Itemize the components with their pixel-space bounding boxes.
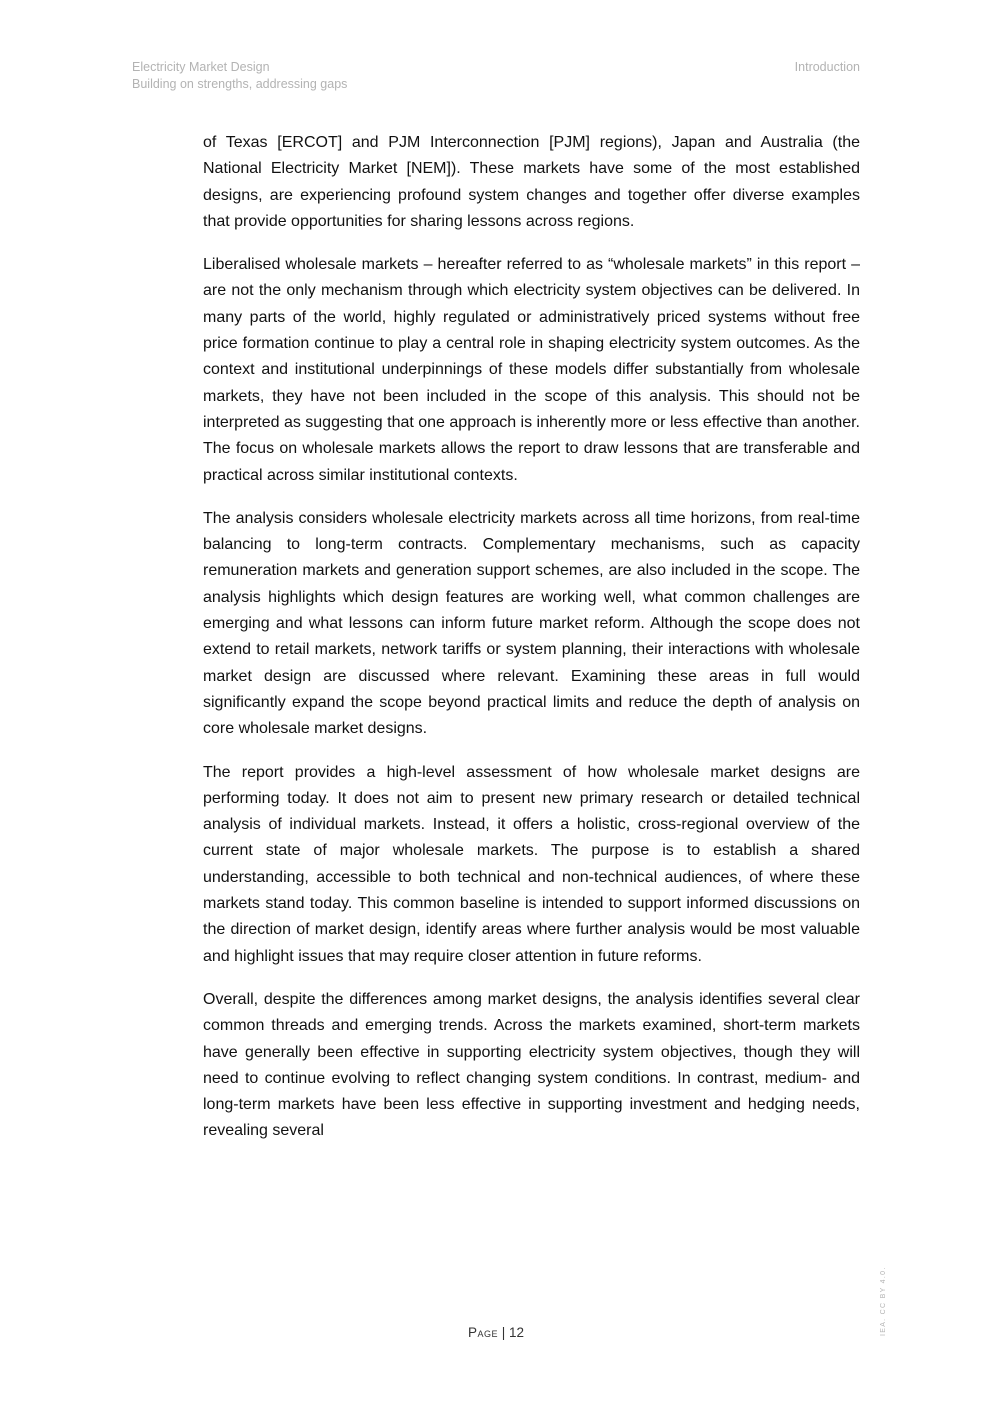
license-credit: IEA. CC BY 4.0. xyxy=(880,1266,887,1336)
paragraph: Overall, despite the differences among market designs, the analysis identifies several clear common threads and emerging trends. Across the markets examined, short-term markets have generally been effective in supporting electricity system objectives, though they will need to continue evolving to reflect changing system conditions. In contrast, medium- and long-term markets have been less effective in supporting investment and hedging needs, revealing several xyxy=(203,990,860,1140)
page-label: Page xyxy=(467,1325,498,1340)
document-title: Electricity Market Design xyxy=(132,60,270,74)
body-text xyxy=(203,130,860,1162)
paragraph: of Texas [ERCOT] and PJM Interconnection [PJM] regions), Japan and Australia (the National Electricity Market [NEM]). These markets have some of the most established designs, are experiencing profound system changes and together offer diverse examples that provide opportunities for sharing lessons across regions. xyxy=(203,134,860,230)
paragraph: The analysis considers wholesale electricity markets across all time horizons, from real-time balancing to long-term contracts. Complementary mechanisms, such as capacity remuneration markets and generation support schemes, are also included in the scope. The analysis highlights which design features are working well, what common challenges are emerging and what lessons can inform future market reform. Although the scope does not extend to retail markets, network tariffs or system planning, their interactions with wholesale market design are discussed where relevant. Examining these areas in full would significantly expand the scope beyond practical limits and reduce the depth of analysis on core wholesale market designs. xyxy=(203,509,860,738)
page-footer xyxy=(0,1325,992,1340)
running-header-title-block xyxy=(132,59,347,93)
document-subtitle: Building on strengths, addressing gaps xyxy=(132,77,348,91)
section-label: Introduction xyxy=(794,60,860,74)
paragraph: Liberalised wholesale markets – hereafter referred to as “wholesale markets” in this report – are not the only mechanism through which electricity system objectives can be delivered. In many parts of the world, highly regulated or administratively priced systems without free price formation continue to play a central role in shaping electricity system outcomes. As the context and institutional underpinnings of these models differ substantially from wholesale markets, they have not been included in the scope of this analysis. This should not be interpreted as suggesting that one approach is inherently more or less effective than another. The focus on wholesale markets allows the report to draw lessons that are transferable and practical across similar institutional contexts. xyxy=(203,256,860,484)
page-number: 12 xyxy=(509,1325,525,1340)
page-separator: | xyxy=(497,1325,509,1340)
paragraph: The report provides a high-level assessment of how wholesale market designs are performing today. It does not aim to present new primary research or detailed technical analysis of individual markets. Instead, it offers a holistic, cross-regional overview of the current state of major wholesale markets. The purpose is to establish a shared understanding, accessible to both technical and non-technical audiences, of where these markets stand today. This common baseline is intended to support informed discussions on the direction of market design, identify areas where further analysis would be most valuable and highlight issues that may require closer attention in future reforms. xyxy=(203,763,860,965)
